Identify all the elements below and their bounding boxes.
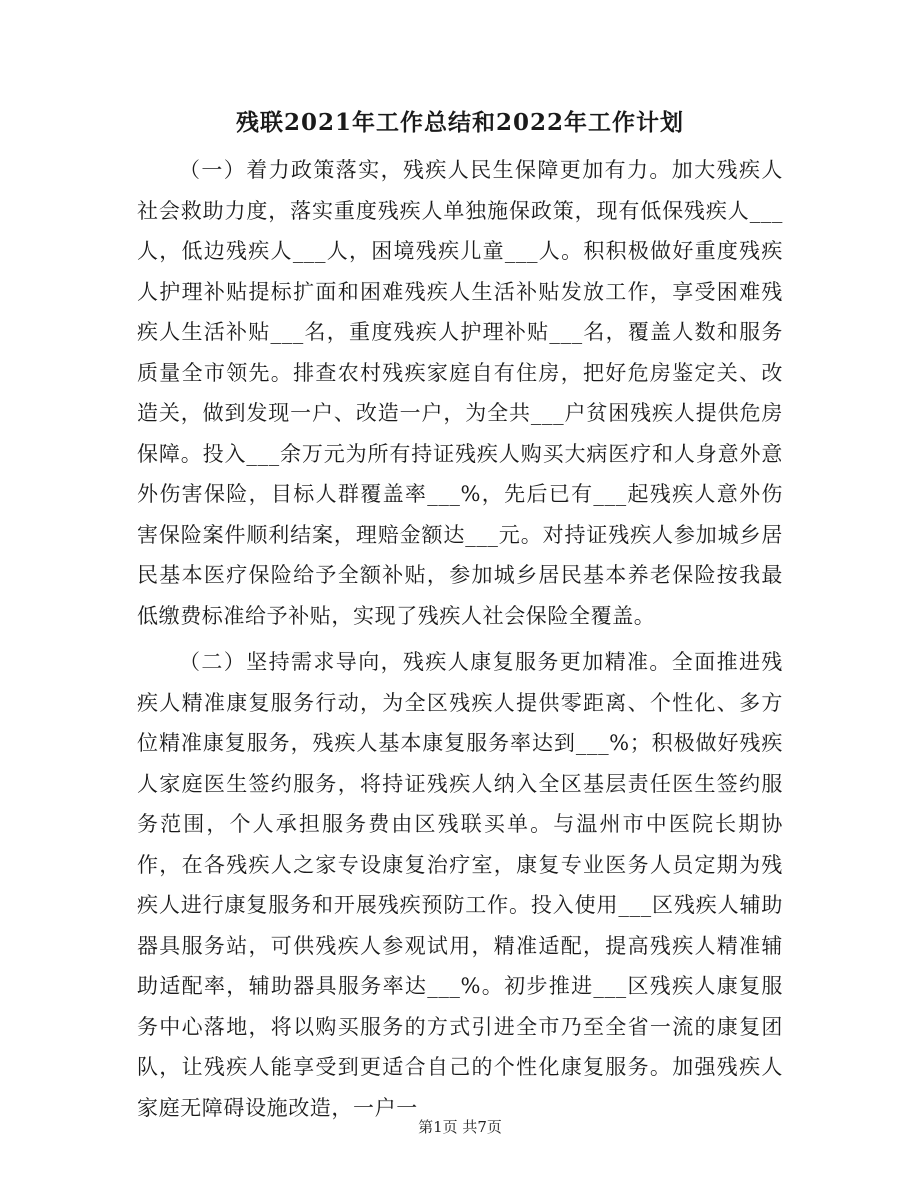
- paragraph-1: （一）着力政策落实，残疾人民生保障更加有力。加大残疾人社会救助力度，落实重度残疾人单独施保政策，现有低保残疾人___人，低边残疾人___人，困境残疾儿童___人。积积极做好重度残疾人护理补贴提标扩面和困难残疾人生活补贴发放工作，享受困难残疾人生活补贴___名，重度残疾人护理补贴___名，覆盖人数和服务质量全市领先。排查农村残疾家庭自有住房，把好危房鉴定关、改造关，做到发现一户、改造一户，为全共___户贫困残疾人提供危房保障。投入___余万元为所有持证残疾人购买大病医疗和人身意外意外伤害保险，目标人群覆盖率___%，先后已有___起残疾人意外伤害保险案件顺利结案，理赔金额达___元。对持证残疾人参加城乡居民基本医疗保险给予全额补贴，参加城乡居民基本养老保险按我最低缴费标准给予补贴，实现了残疾人社会保险全覆盖。: [137, 158, 783, 628]
- document-title: 残联2021年工作总结和2022年工作计划: [235, 109, 685, 136]
- paragraph-2: （二）坚持需求导向，残疾人康复服务更加精准。全面推进残疾人精准康复服务行动，为全区残疾人提供零距离、个性化、多方位精准康复服务，残疾人基本康复服务率达到___%；积极做好残疾人家庭医生签约服务，将持证残疾人纳入全区基层责任医生签约服务范围，个人承担服务费由区残联买单。与温州市中医院长期协作，在各残疾人之家专设康复治疗室，康复专业医务人员定期为残疾人进行康复服务和开展残疾预防工作。投入使用___区残疾人辅助器具服务站，可供残疾人参观试用，精准适配，提高残疾人精准辅助适配率，辅助器具服务率达___%。初步推进___区残疾人康复服务中心落地，将以购买服务的方式引进全市乃至全省一流的康复团队，让残疾人能享受到更适合自己的个性化康复服务。加强残疾人家庭无障碍设施改造，一户一: [137, 650, 783, 1120]
- document-body: [137, 150, 783, 1134]
- page-number-footer: 第1页 共7页: [418, 1118, 502, 1136]
